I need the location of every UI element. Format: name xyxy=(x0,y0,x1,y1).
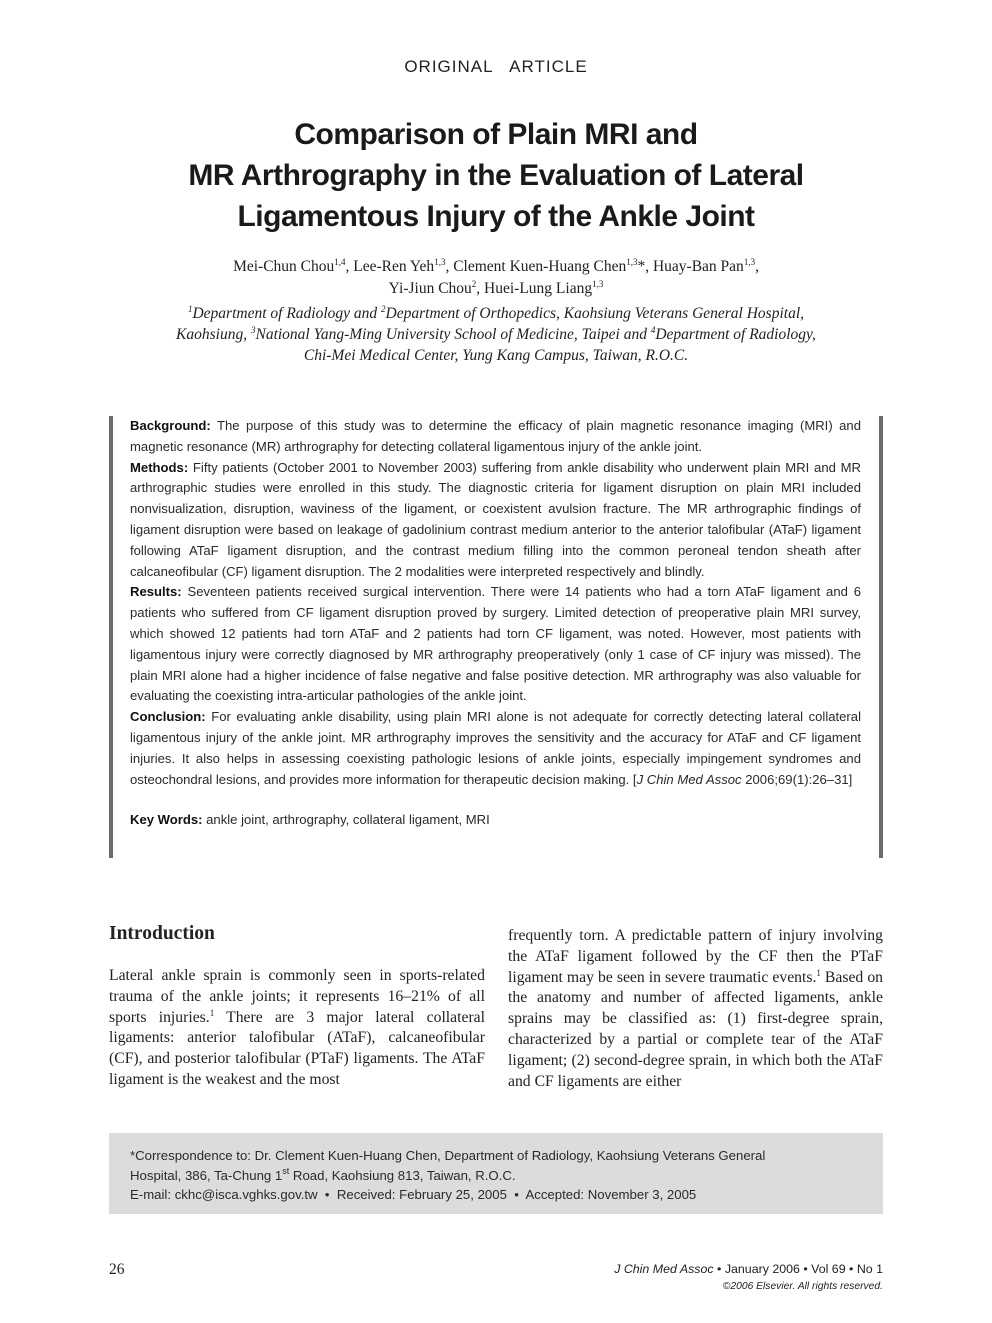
author-name: Yi-Jiun Chou xyxy=(388,280,472,297)
affiliation-line: Chi-Mei Medical Center, Yung Kang Campus, Taiwan, R.O.C. xyxy=(303,347,689,364)
page-number: 26 xyxy=(109,1261,125,1278)
affiliation-line: $^1$Department of Radiology and $^2$Department of Orthopedics, Kaohsiung Veterans General Hospital, xyxy=(187,304,805,322)
correspondence-line: *Correspondence to: Dr. Clement Kuen-Huang Chen, Department of Radiology, Kaohsiung Veterans General xyxy=(130,1148,766,1163)
author-affil-sup: 2 xyxy=(471,279,477,289)
author-affil-sup: 1,4 xyxy=(334,257,346,267)
article-title xyxy=(100,114,892,237)
correspondence-box xyxy=(109,1133,883,1214)
citation-journal: J Chin Med Assoc xyxy=(636,771,742,787)
body-column-left: Lateral ankle sprain is commonly seen in sports-related trauma of the ankle joints; it represents 16–21% of all sports injuries.$^1$ There are 3 major lateral collateral ligaments: anterior talofibular (ATaF), calcaneofibular (CF), and posterior talofibular (PTaF) ligaments. The ATaF ligament is the weakest and the most xyxy=(109,967,485,1088)
section-heading-introduction: Introduction xyxy=(109,923,215,944)
author-affil-sup: 1,3 xyxy=(592,279,604,289)
author-name: Clement Kuen-Huang Chen xyxy=(453,258,627,275)
reference-marker: 1 xyxy=(816,967,821,978)
affiliation-line: Kaohsiung, $^3$National Yang-Ming University School of Medicine, Taipei and $^4$Department of Radiology, xyxy=(176,325,816,343)
author-affil-sup: 1,3 xyxy=(743,257,756,267)
abstract-background: Background: The purpose of this study was to determine the efficacy of plain magnetic resonance imaging (MRI) and magnetic resonance (MR) arthrography for detecting collateral ligamentous injury of the ankle joint. xyxy=(130,418,861,454)
author-line: Mei-Chun Chou$^{1,4}$, Lee-Ren Yeh$^{1,3}$, Clement Kuen-Huang Chen$^{1,3}$*, Huay-Ban Pan$^{1,3}$, xyxy=(233,257,759,275)
title-line: Comparison of Plain MRI and xyxy=(294,118,698,151)
author-affil-sup: 1,3 xyxy=(434,257,446,267)
abstract-label: Results: xyxy=(130,584,182,600)
journal-info: J Chin Med Assoc • January 2006 • Vol 69 • No 1 xyxy=(614,1262,883,1276)
author-affil-sup: 1,3 xyxy=(626,257,638,267)
abstract-results: Results: Seventeen patients received surgical intervention. There were 14 patients who had a torn ATaF ligament and 6 patients who suffered from CF ligament disruption proved by surgery. Limited detection of preoperative plain MRI survey, which showed 12 patients had torn ATaF and 2 patients had torn CF ligament, was noted. However, most patients with ligamentous injury were correctly diagnosed by MR arthrography preoperatively (only 1 case of CF injury was missed). The plain MRI alone had a higher incidence of false negative and false positive detection. MR arthrography was also valuable for evaluating the coexisting intra-articular pathologies of the ankle joint. xyxy=(130,584,861,704)
reference-marker: 1 xyxy=(209,1007,215,1018)
body-column-right: frequently torn. A predictable pattern of injury involving the ATaF ligament followed by the CF then the PTaF ligament may be seen in severe traumatic events.$^1$ Based on the anatomy and number of affected ligaments, ankle sprains may be classified as: (1) first-degree sprain, characterized by a partial or complete tear of the ATaF ligament; (2) second-degree sprain, in which both the ATaF and CF ligaments are either xyxy=(508,927,884,1090)
author-name: Huay-Ban Pan xyxy=(652,258,744,275)
abstract-label: Methods: xyxy=(130,459,189,475)
copyright-notice: ©2006 Elsevier. All rights reserved. xyxy=(722,1281,883,1292)
abstract-label: Conclusion: xyxy=(130,709,206,725)
author-list xyxy=(100,256,892,300)
author-line: Yi-Jiun Chou$^2$, Huei-Lung Liang$^{1,3}$ xyxy=(388,279,604,297)
author-name: Huei-Lung Liang xyxy=(484,280,593,297)
abstract-label: Background: xyxy=(130,418,211,433)
title-line: MR Arthrography in the Evaluation of Lateral xyxy=(188,159,804,192)
affiliations xyxy=(100,303,892,366)
correspondence-line: E-mail: ckhc@isca.vghks.gov.tw • Received: February 25, 2005 • Accepted: November 3, 2005 xyxy=(130,1187,697,1203)
abstract-conclusion: Conclusion: For evaluating ankle disability, using plain MRI alone is not adequate for correctly detecting lateral collateral ligamentous injury of the ankle joint. MR arthrography improves the sensitivity and the accuracy for ATaF and CF ligament injuries. It also helps in assessing coexisting pathologic lesions of ankle joints, especially impingement syndromes and osteochondral lesions, and provides more information for therapeutic decision making. [J Chin Med Assoc 2006;69(1):26–31] xyxy=(130,709,861,787)
abstract-keywords: Key Words: ankle joint, arthrography, collateral ligament, MRI xyxy=(130,812,490,828)
author-name: Lee-Ren Yeh xyxy=(353,258,435,275)
title-line: Ligamentous Injury of the Ankle Joint xyxy=(237,200,755,233)
abstract-label: Key Words: xyxy=(130,812,203,828)
correspondence-line: Hospital, 386, Ta-Chung 1st Road, Kaohsiung 813, Taiwan, R.O.C. xyxy=(130,1165,516,1183)
section-label: ORIGINAL ARTICLE xyxy=(404,57,588,76)
author-name: Mei-Chun Chou xyxy=(233,258,335,275)
abstract-methods: Methods: Fifty patients (October 2001 to November 2003) suffering from ankle disability who underwent plain MRI and MR arthrographic studies were enrolled in this study. The diagnostic criteria for ligament disruption on plain MRI included nonvisualization, disruption, waviness of the ligament, or coexistent avulsion fracture. The MR arthrographic findings of ligament disruption were based on leakage of gadolinium contrast medium anterior to the anterior talofibular (ATaF) ligament following ATaF ligament disruption, and the contrast medium filling into the common peroneal tendon sheath after calcaneofibular (CF) ligament disruption. The 2 modalities were interpreted respectively and blindly. xyxy=(130,459,861,579)
abstract-box xyxy=(109,416,883,858)
